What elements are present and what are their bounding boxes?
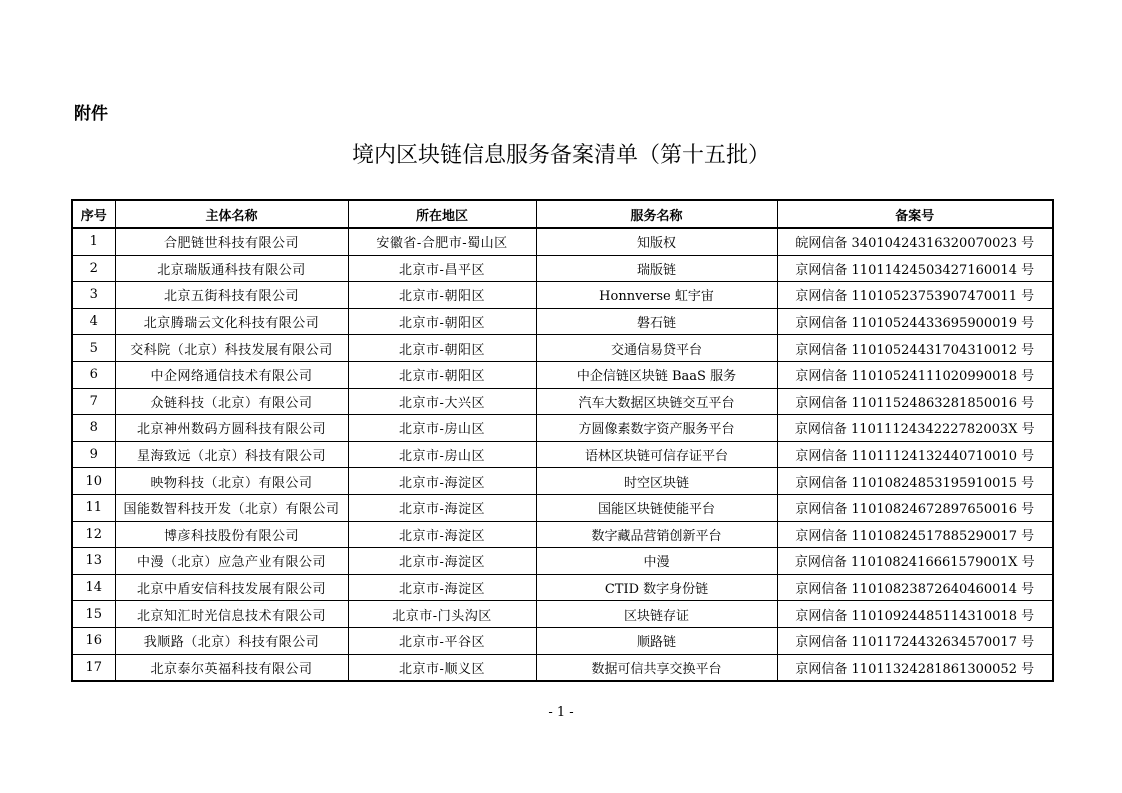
cell-filing-number: 京网信备 11011124132440710010 号 bbox=[777, 441, 1053, 468]
cell-serial: 10 bbox=[72, 468, 115, 495]
table-row bbox=[72, 228, 1053, 255]
header-row bbox=[72, 200, 1053, 228]
cell-serial: 1 bbox=[72, 228, 115, 255]
cell-region: 北京市-朝阳区 bbox=[348, 335, 536, 362]
cell-filing-number: 京网信备 1101082416661579001X 号 bbox=[777, 548, 1053, 575]
header-filing-number: 备案号 bbox=[777, 200, 1053, 228]
table-row bbox=[72, 654, 1053, 681]
cell-entity-name: 博彦科技股份有限公司 bbox=[115, 521, 348, 548]
cell-filing-number: 京网信备 11010824853195910015 号 bbox=[777, 468, 1053, 495]
cell-filing-number: 京网信备 1101112434222782003X 号 bbox=[777, 415, 1053, 442]
cell-entity-name: 北京中盾安信科技发展有限公司 bbox=[115, 574, 348, 601]
cell-region: 北京市-大兴区 bbox=[348, 388, 536, 415]
cell-serial: 3 bbox=[72, 282, 115, 309]
cell-serial: 14 bbox=[72, 574, 115, 601]
cell-filing-number: 京网信备 11010524433695900019 号 bbox=[777, 308, 1053, 335]
cell-filing-number: 京网信备 11010524431704310012 号 bbox=[777, 335, 1053, 362]
cell-service-name: 顺路链 bbox=[536, 627, 777, 654]
cell-entity-name: 国能数智科技开发（北京）有限公司 bbox=[115, 494, 348, 521]
table-row bbox=[72, 548, 1053, 575]
table-row bbox=[72, 415, 1053, 442]
cell-serial: 5 bbox=[72, 335, 115, 362]
cell-entity-name: 众链科技（北京）有限公司 bbox=[115, 388, 348, 415]
cell-serial: 6 bbox=[72, 361, 115, 388]
cell-serial: 16 bbox=[72, 627, 115, 654]
cell-region: 北京市-海淀区 bbox=[348, 574, 536, 601]
cell-service-name: CTID 数字身份链 bbox=[536, 574, 777, 601]
cell-entity-name: 星海致远（北京）科技有限公司 bbox=[115, 441, 348, 468]
header-region: 所在地区 bbox=[348, 200, 536, 228]
cell-service-name: 国能区块链使能平台 bbox=[536, 494, 777, 521]
cell-service-name: 瑞版链 bbox=[536, 255, 777, 282]
cell-service-name: 交通信易贷平台 bbox=[536, 335, 777, 362]
cell-entity-name: 北京神州数码方圆科技有限公司 bbox=[115, 415, 348, 442]
cell-filing-number: 京网信备 11010924485114310018 号 bbox=[777, 601, 1053, 628]
table-row bbox=[72, 441, 1053, 468]
cell-serial: 8 bbox=[72, 415, 115, 442]
cell-region: 北京市-朝阳区 bbox=[348, 308, 536, 335]
cell-region: 北京市-海淀区 bbox=[348, 521, 536, 548]
attachment-label: 附件 bbox=[74, 104, 108, 124]
cell-entity-name: 交科院（北京）科技发展有限公司 bbox=[115, 335, 348, 362]
table-row bbox=[72, 255, 1053, 282]
cell-entity-name: 合肥链世科技有限公司 bbox=[115, 228, 348, 255]
cell-service-name: 中漫 bbox=[536, 548, 777, 575]
cell-filing-number: 皖网信备 34010424316320070023 号 bbox=[777, 228, 1053, 255]
cell-region: 安徽省-合肥市-蜀山区 bbox=[348, 228, 536, 255]
cell-filing-number: 京网信备 11010824517885290017 号 bbox=[777, 521, 1053, 548]
cell-service-name: Honnverse 虹宇宙 bbox=[536, 282, 777, 309]
cell-filing-number: 京网信备 11011424503427160014 号 bbox=[777, 255, 1053, 282]
cell-entity-name: 北京腾瑞云文化科技有限公司 bbox=[115, 308, 348, 335]
cell-service-name: 数据可信共享交换平台 bbox=[536, 654, 777, 681]
cell-serial: 17 bbox=[72, 654, 115, 681]
cell-entity-name: 我顺路（北京）科技有限公司 bbox=[115, 627, 348, 654]
cell-service-name: 语林区块链可信存证平台 bbox=[536, 441, 777, 468]
cell-serial: 7 bbox=[72, 388, 115, 415]
cell-region: 北京市-海淀区 bbox=[348, 468, 536, 495]
cell-entity-name: 北京泰尔英福科技有限公司 bbox=[115, 654, 348, 681]
cell-service-name: 数字藏品营销创新平台 bbox=[536, 521, 777, 548]
header-entity-name: 主体名称 bbox=[115, 200, 348, 228]
cell-filing-number: 京网信备 11010824672897650016 号 bbox=[777, 494, 1053, 521]
cell-filing-number: 京网信备 11010823872640460014 号 bbox=[777, 574, 1053, 601]
table-row bbox=[72, 388, 1053, 415]
page-number: - 1 - bbox=[548, 705, 574, 720]
cell-entity-name: 北京瑞版通科技有限公司 bbox=[115, 255, 348, 282]
table-row bbox=[72, 494, 1053, 521]
cell-entity-name: 中漫（北京）应急产业有限公司 bbox=[115, 548, 348, 575]
cell-entity-name: 北京五街科技有限公司 bbox=[115, 282, 348, 309]
table-row bbox=[72, 521, 1053, 548]
table-row bbox=[72, 574, 1053, 601]
cell-region: 北京市-海淀区 bbox=[348, 548, 536, 575]
cell-serial: 4 bbox=[72, 308, 115, 335]
cell-serial: 11 bbox=[72, 494, 115, 521]
cell-region: 北京市-门头沟区 bbox=[348, 601, 536, 628]
cell-filing-number: 京网信备 11011724432634570017 号 bbox=[777, 627, 1053, 654]
cell-entity-name: 映物科技（北京）有限公司 bbox=[115, 468, 348, 495]
cell-serial: 15 bbox=[72, 601, 115, 628]
cell-filing-number: 京网信备 11010523753907470011 号 bbox=[777, 282, 1053, 309]
cell-service-name: 知版权 bbox=[536, 228, 777, 255]
header-serial: 序号 bbox=[72, 200, 115, 228]
table-row bbox=[72, 468, 1053, 495]
cell-filing-number: 京网信备 11011324281861300052 号 bbox=[777, 654, 1053, 681]
cell-service-name: 区块链存证 bbox=[536, 601, 777, 628]
cell-filing-number: 京网信备 11010524111020990018 号 bbox=[777, 361, 1053, 388]
cell-service-name: 方圆像素数字资产服务平台 bbox=[536, 415, 777, 442]
cell-region: 北京市-平谷区 bbox=[348, 627, 536, 654]
cell-region: 北京市-朝阳区 bbox=[348, 282, 536, 309]
cell-region: 北京市-朝阳区 bbox=[348, 361, 536, 388]
cell-service-name: 磐石链 bbox=[536, 308, 777, 335]
cell-service-name: 中企信链区块链 BaaS 服务 bbox=[536, 361, 777, 388]
cell-region: 北京市-海淀区 bbox=[348, 494, 536, 521]
cell-filing-number: 京网信备 11011524863281850016 号 bbox=[777, 388, 1053, 415]
table-row bbox=[72, 308, 1053, 335]
table-body bbox=[72, 228, 1053, 681]
cell-serial: 9 bbox=[72, 441, 115, 468]
table-row bbox=[72, 282, 1053, 309]
document-title: 境内区块链信息服务备案清单（第十五批） bbox=[351, 143, 770, 168]
cell-entity-name: 北京知汇时光信息技术有限公司 bbox=[115, 601, 348, 628]
cell-region: 北京市-昌平区 bbox=[348, 255, 536, 282]
table-row bbox=[72, 627, 1053, 654]
cell-region: 北京市-房山区 bbox=[348, 441, 536, 468]
header-service-name: 服务名称 bbox=[536, 200, 777, 228]
cell-serial: 12 bbox=[72, 521, 115, 548]
cell-serial: 13 bbox=[72, 548, 115, 575]
cell-service-name: 时空区块链 bbox=[536, 468, 777, 495]
filing-table bbox=[71, 199, 1054, 682]
table-row bbox=[72, 601, 1053, 628]
cell-service-name: 汽车大数据区块链交互平台 bbox=[536, 388, 777, 415]
cell-serial: 2 bbox=[72, 255, 115, 282]
table-row bbox=[72, 361, 1053, 388]
cell-region: 北京市-房山区 bbox=[348, 415, 536, 442]
cell-entity-name: 中企网络通信技术有限公司 bbox=[115, 361, 348, 388]
table-header bbox=[72, 200, 1053, 228]
cell-region: 北京市-顺义区 bbox=[348, 654, 536, 681]
table-row bbox=[72, 335, 1053, 362]
